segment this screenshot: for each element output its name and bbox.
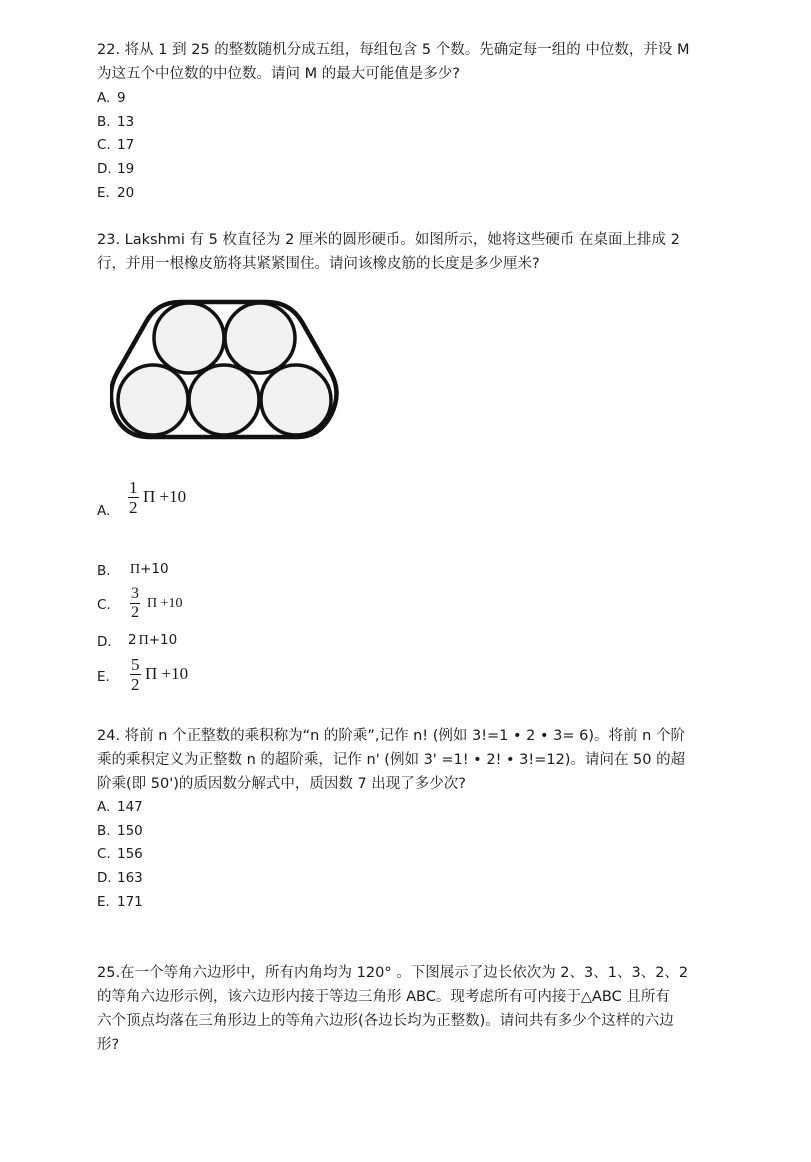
option-letter: A. bbox=[97, 90, 111, 106]
fraction-numerator: 3 bbox=[131, 585, 139, 602]
question-23 bbox=[97, 228, 729, 276]
question-24 bbox=[97, 724, 729, 796]
option-value: 20 bbox=[117, 185, 135, 201]
question-23-line-2: 行，并用一根橡皮筋将其紧紧围住。请问该橡皮筋的长度是多少厘米? bbox=[97, 256, 540, 272]
pi-symbol: Π bbox=[138, 633, 149, 648]
option-letter: B. bbox=[97, 114, 111, 130]
question-23-line-1: 23. Lakshmi 有 5 枚直径为 2 厘米的圆形硬币。如图所示，她将这些硬币 在桌面上排成 2 bbox=[97, 232, 680, 248]
option-value: 171 bbox=[117, 894, 143, 910]
fraction-denominator: 2 bbox=[129, 498, 138, 517]
option-value: 156 bbox=[117, 846, 143, 862]
question-25 bbox=[97, 961, 729, 1057]
coin bbox=[189, 365, 259, 435]
fraction bbox=[130, 655, 141, 694]
option-24-d bbox=[97, 868, 143, 888]
option-24-a bbox=[97, 797, 143, 817]
coin bbox=[154, 303, 224, 373]
option-letter: A. bbox=[97, 799, 111, 815]
option-expression: +10 bbox=[140, 561, 169, 577]
fraction bbox=[128, 478, 139, 517]
option-letter: C. bbox=[97, 597, 111, 613]
option-value: 9 bbox=[117, 90, 126, 106]
option-value: 147 bbox=[117, 799, 143, 815]
option-value: 150 bbox=[117, 823, 143, 839]
option-22-c bbox=[97, 135, 134, 155]
option-letter: D. bbox=[97, 870, 112, 886]
option-letter: D. bbox=[97, 161, 112, 177]
coins-rubber-band-figure bbox=[110, 299, 342, 441]
question-24-line-2: 乘的乘积定义为正整数 n 的超阶乘，记作 n' (例如 3' =1! • 2! • 3!=12)。请问在 50 的超 bbox=[97, 752, 686, 768]
question-22-line-1: 22. 将从 1 到 25 的整数随机分成五组，每组包含 5 个数。先确定每一组的 中位数，并设 M bbox=[97, 42, 690, 58]
option-24-e bbox=[97, 892, 143, 912]
option-22-d bbox=[97, 159, 134, 179]
fraction-numerator: 1 bbox=[129, 478, 138, 497]
option-expression: +10 bbox=[148, 632, 178, 648]
option-letter: E. bbox=[97, 669, 110, 685]
coin bbox=[261, 365, 331, 435]
fraction-numerator: 5 bbox=[131, 655, 140, 674]
question-22 bbox=[97, 38, 729, 86]
option-value: 17 bbox=[117, 137, 135, 153]
fraction-denominator: 2 bbox=[131, 675, 140, 694]
option-22-e bbox=[97, 183, 134, 203]
pi-symbol: Π bbox=[130, 562, 141, 577]
coin bbox=[225, 303, 295, 373]
option-letter: C. bbox=[97, 137, 111, 153]
option-expression: Π +10 bbox=[145, 664, 189, 683]
option-letter: B. bbox=[97, 823, 111, 839]
option-letter: D. bbox=[97, 634, 112, 650]
option-coefficient: 2 bbox=[128, 632, 137, 648]
question-25-line-4: 形? bbox=[97, 1037, 120, 1053]
option-22-a bbox=[97, 88, 126, 108]
option-value: 19 bbox=[117, 161, 135, 177]
option-letter: E. bbox=[97, 185, 110, 201]
option-letter: B. bbox=[97, 563, 111, 579]
fraction bbox=[130, 585, 140, 622]
question-25-line-2: 的等角六边形示例，该六边形内接于等边三角形 ABC。现考虑所有可内接于△ABC 且所有 bbox=[97, 989, 670, 1005]
option-letter: A. bbox=[97, 503, 111, 519]
option-24-c bbox=[97, 844, 143, 864]
coin bbox=[118, 365, 188, 435]
question-25-line-3: 六个顶点均落在三角形边上的等角六边形(各边长均为正整数)。请问共有多少个这样的六边 bbox=[97, 1013, 674, 1029]
option-letter: E. bbox=[97, 894, 110, 910]
question-24-line-1: 24. 将前 n 个正整数的乘积称为“n 的阶乘”,记作 n! (例如 3!=1 • 2 • 3= 6)。将前 n 个阶 bbox=[97, 728, 685, 744]
option-value: 13 bbox=[117, 114, 135, 130]
question-22-line-2: 为这五个中位数的中位数。请问 M 的最大可能值是多少? bbox=[97, 66, 460, 82]
option-expression: Π +10 bbox=[143, 487, 187, 506]
question-24-line-3: 阶乘(即 50')的质因数分解式中，质因数 7 出现了多少次? bbox=[97, 776, 466, 792]
option-expression: Π +10 bbox=[147, 596, 183, 611]
option-24-b bbox=[97, 821, 143, 841]
option-letter: C. bbox=[97, 846, 111, 862]
fraction-denominator: 2 bbox=[131, 604, 139, 621]
question-25-line-1: 25.在一个等角六边形中，所有内角均为 120° 。下图展示了边长依次为 2、3、1、3、2、2 bbox=[97, 965, 689, 981]
option-22-b bbox=[97, 112, 134, 132]
option-value: 163 bbox=[117, 870, 143, 886]
